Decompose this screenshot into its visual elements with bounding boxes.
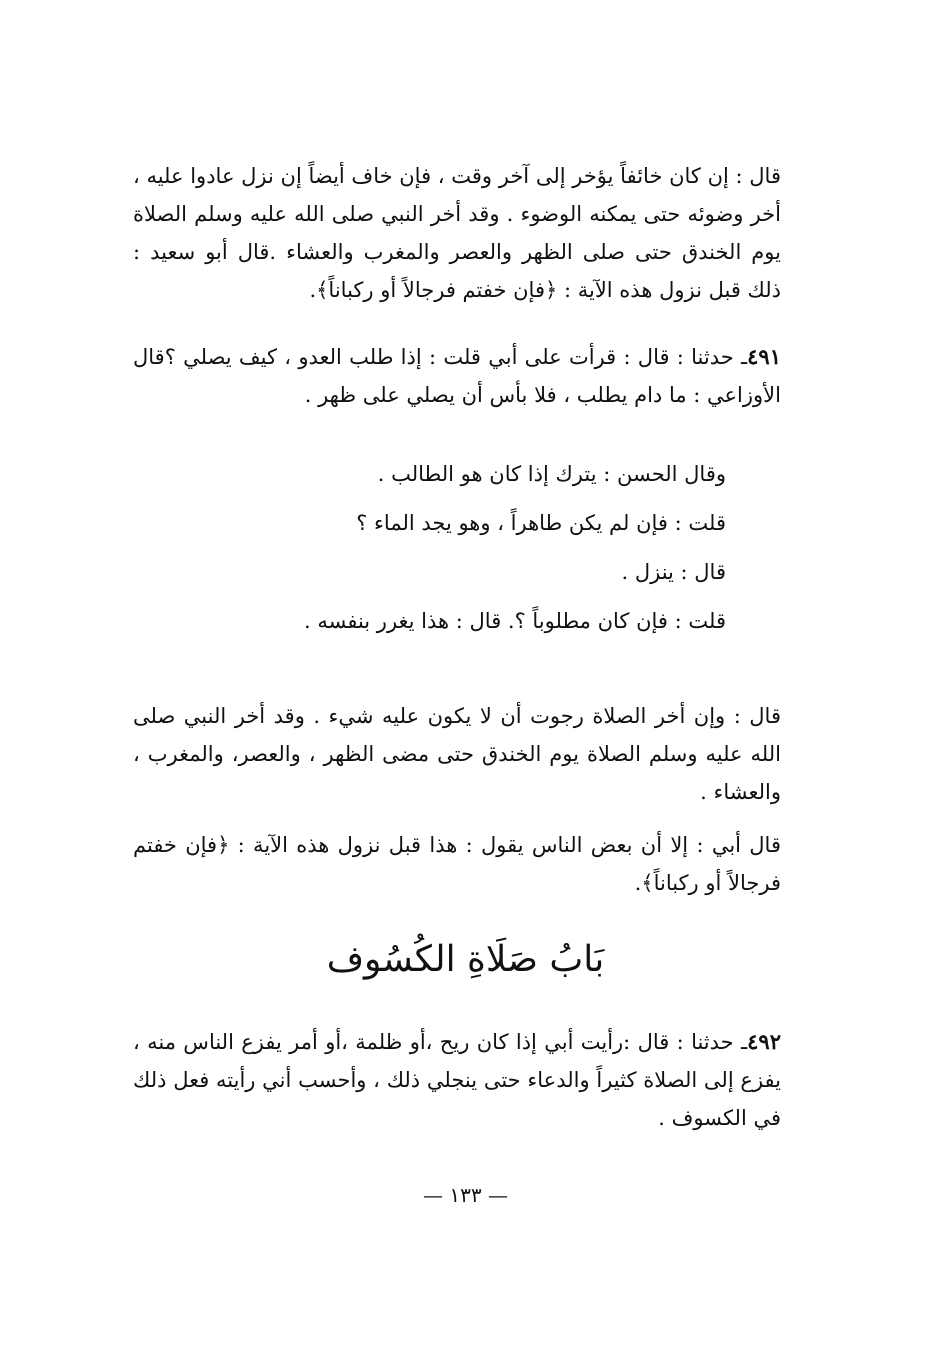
hadith-491 <box>133 338 781 414</box>
dialogue-block <box>166 450 726 646</box>
paragraph-verse-text: قال أبي : إلا أن بعض الناس يقول : هذا قبل نزول هذه الآية : ﴿فإن خفتم فرجالاً أو ركباناً﴾. <box>133 833 781 895</box>
paragraph-khawf-text: قال : إن كان خائفاً يؤخر إلى آخر وقت ، فإن خاف أيضاً إن نزل عادوا عليه ، أخر وضوئه حتى يمكنه الوضوء . وقد أخر النبي صلى الله عليه وسلم الصلاة يوم الخندق حتى صلى الظهر والعصر والمغرب والعشاء .قال أبو سعيد : ذلك قبل نزول هذه الآية : ﴿فإن خفتم فرجالاً أو ركباناً﴾. <box>133 164 781 302</box>
dialogue-line: قال : ينزل . <box>621 560 726 584</box>
hadith-text: ـ حدثنا : قال :رأيت أبي إذا كان ريح ،أو ظلمة ،أو أمر يفزع الناس منه ، يفزع إلى الصلاة كثيراً والدعاء حتى ينجلي ذلك ، وأحسب أني رأيته فعل ذلك في الكسوف . <box>133 1030 781 1130</box>
paragraph-verse <box>133 826 781 902</box>
paragraph-delay-text: قال : وإن أخر الصلاة رجوت أن لا يكون عليه شيء . وقد أخر النبي صلى الله عليه وسلم الصلاة يوم الخندق حتى مضى الظهر ، والعصر، والمغرب ، والعشاء . <box>133 704 781 804</box>
hadith-number: ٤٩٢ <box>747 1029 781 1054</box>
dialogue-line: قلت : فإن كان مطلوباً ؟. قال : هذا يغرر بنفسه . <box>303 609 726 633</box>
chapter-heading: بَابُ صَلَاةِ الكُسُوف <box>326 939 605 980</box>
page-number: — ١٣٣ — <box>423 1183 508 1207</box>
paragraph-delay <box>133 697 781 811</box>
hadith-text: ـ حدثنا : قال : قرأت على أبي قلت : إذا طلب العدو ، كيف يصلي ؟قال الأوزاعي : ما دام يطلب ، فلا بأس أن يصلي على ظهر . <box>133 345 781 407</box>
hadith-number: ٤٩١ <box>747 344 781 369</box>
hadith-492 <box>133 1023 781 1137</box>
dialogue-line: وقال الحسن : يترك إذا كان هو الطالب . <box>377 462 726 486</box>
dialogue-line: قلت : فإن لم يكن طاهراً ، وهو يجد الماء ؟ <box>356 511 726 535</box>
paragraph-khawf <box>133 157 781 309</box>
